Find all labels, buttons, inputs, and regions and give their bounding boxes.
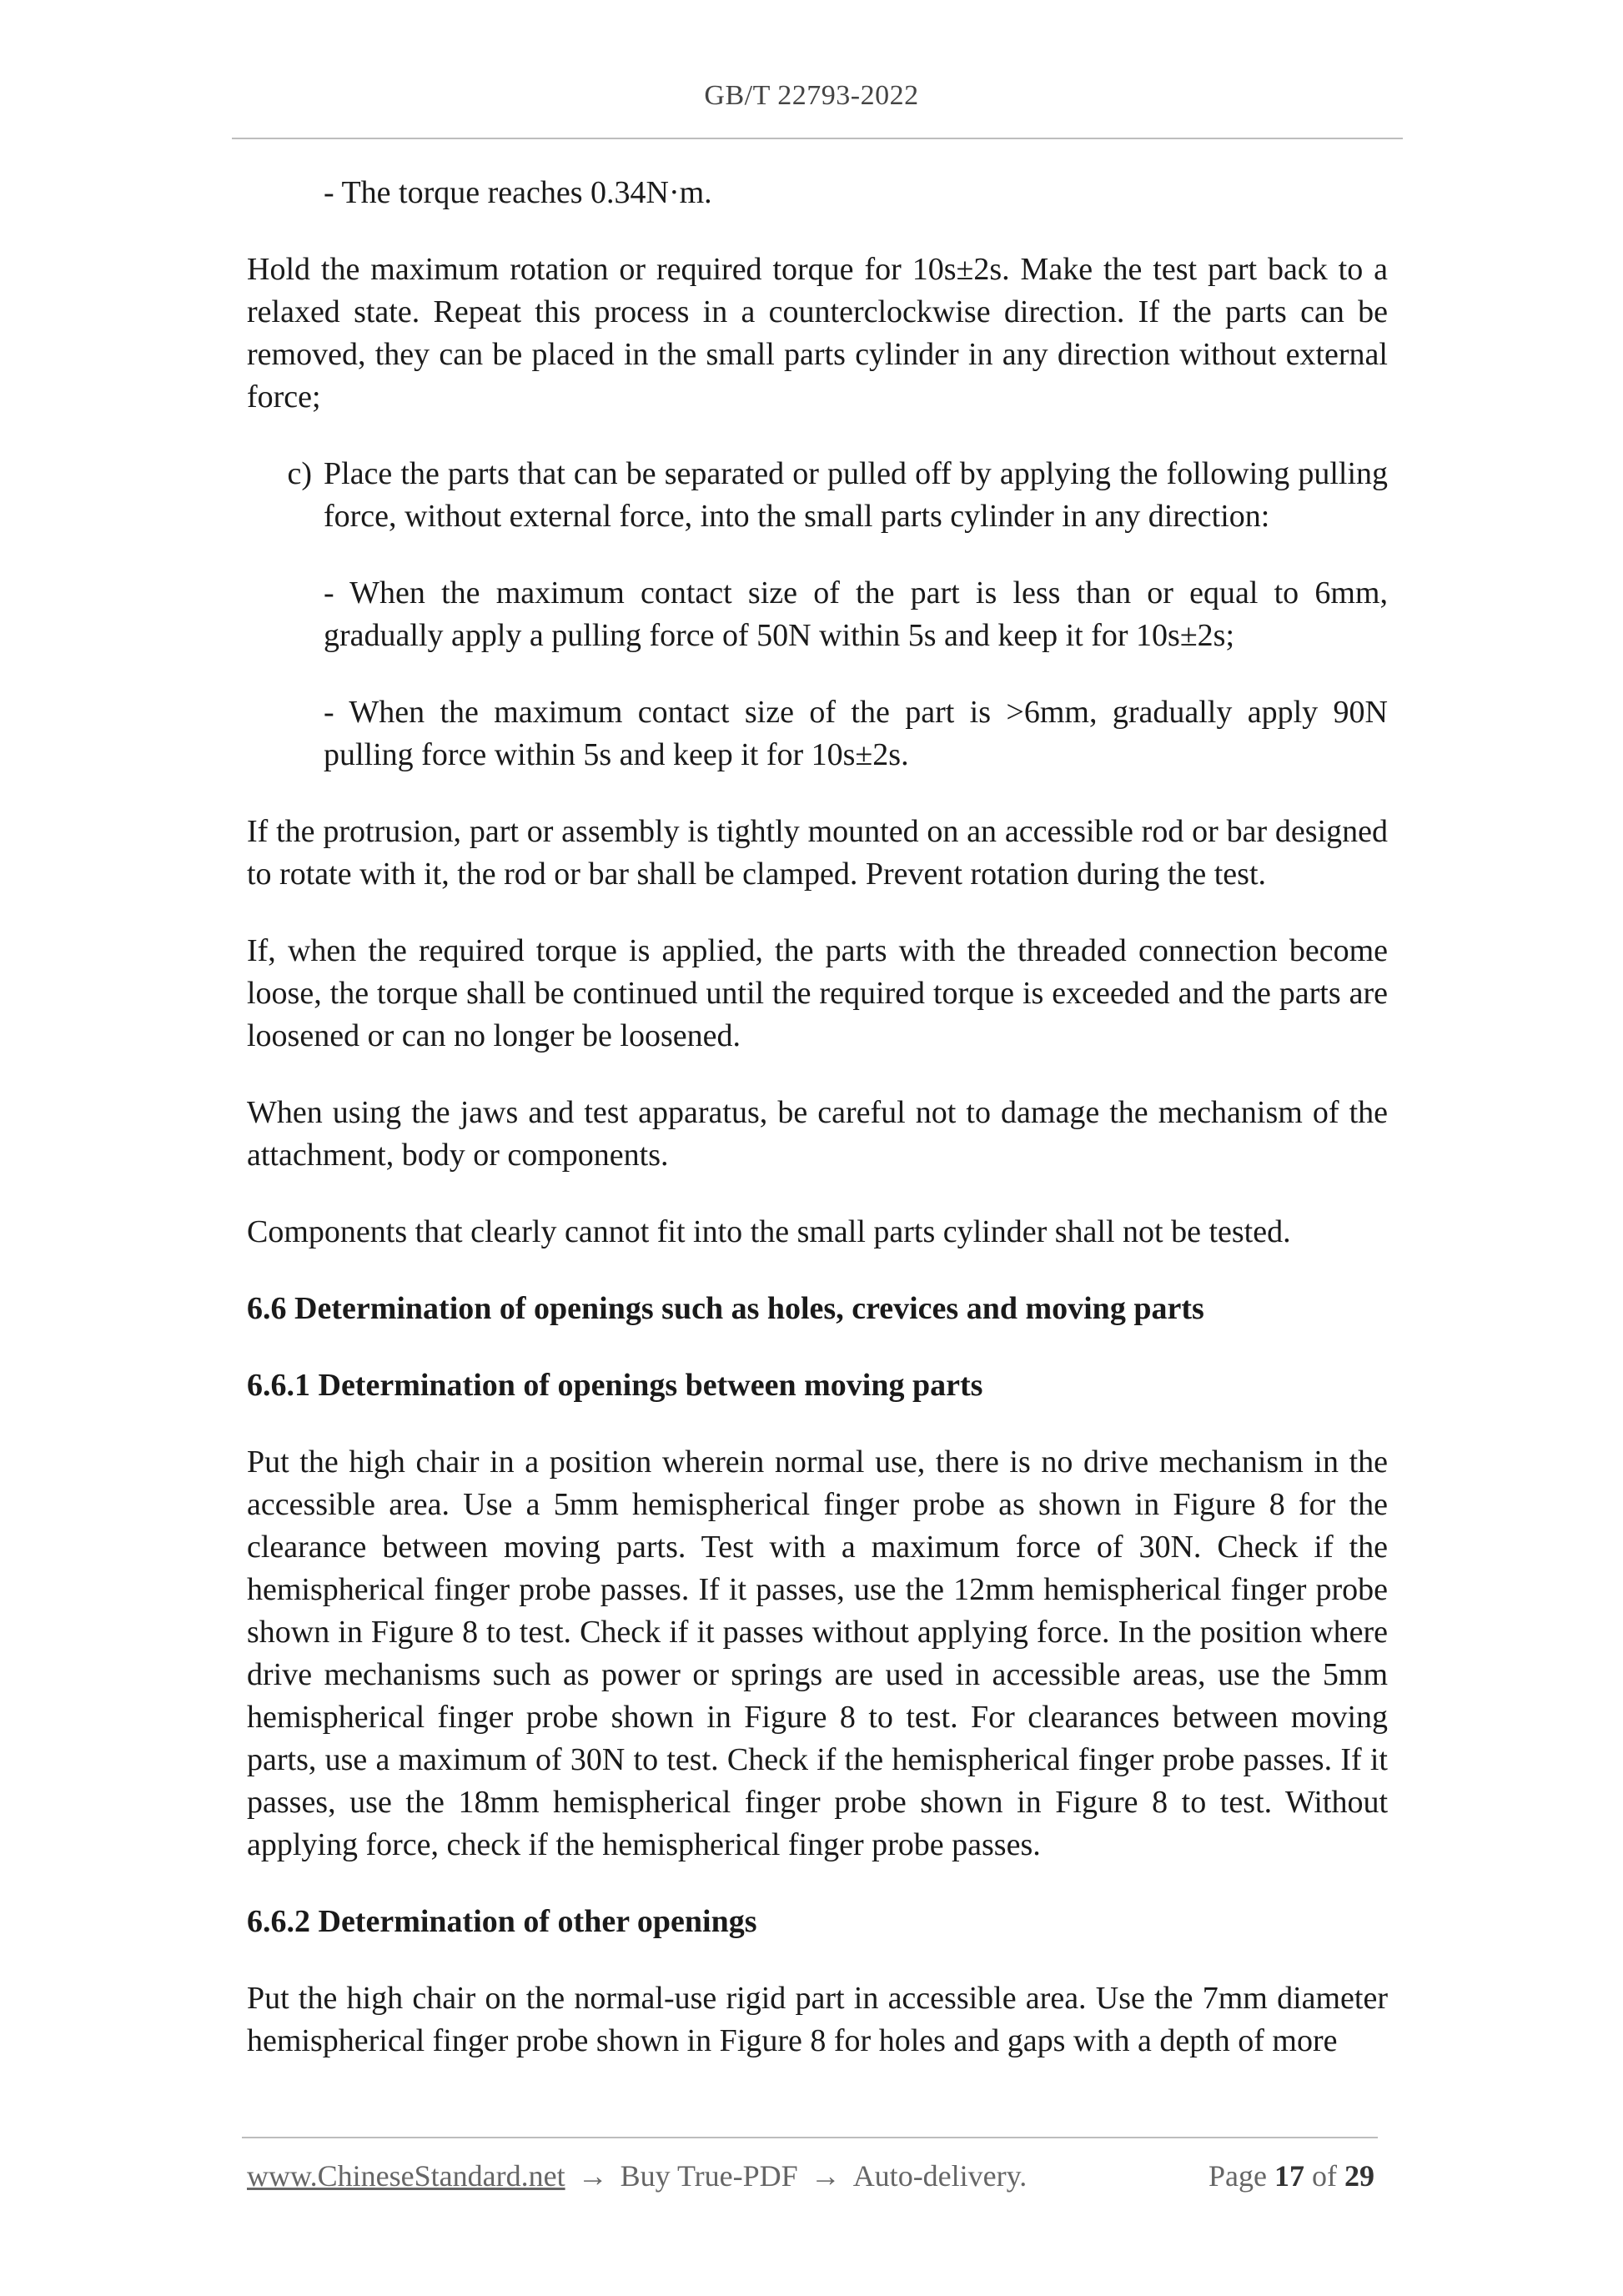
section-heading-6-6-2: 6.6.2 Determination of other openings: [247, 1904, 757, 1939]
paragraph-6-6-2: Put the high chair on the normal-use rigid part in accessible area. Use the 7mm diameter hemispherical finger probe shown in Figure 8 for holes and gaps with a depth of more: [247, 1981, 1388, 2058]
sub-item-large-part: - When the maximum contact size of the part is >6mm, gradually apply 90N pulling force within 5s and keep it for 10s±2s.: [324, 695, 1388, 772]
current-page: 17: [1274, 2159, 1304, 2193]
list-item-text: Place the parts that can be separated or pulled off by applying the following pulling force, without external force, into the small parts cylinder in any direction:: [324, 456, 1388, 534]
footer-divider: [242, 2137, 1378, 2138]
arrow-icon: →: [810, 2159, 841, 2193]
torque-dash-line: - The torque reaches 0.34N·m.: [324, 175, 712, 210]
footer-left: [247, 2158, 1374, 2193]
page-label: Page: [1208, 2159, 1267, 2193]
list-item-c: [247, 453, 1388, 538]
document-body: [247, 172, 1388, 2097]
paragraph-hold-rotation: Hold the maximum rotation or required torque for 10s±2s. Make the test part back to a relaxed state. Repeat this process in a counterclockwise direction. If the parts can be removed, they can be placed in the small parts cylinder in any direction without external force;: [247, 252, 1388, 414]
paragraph-protrusion: If the protrusion, part or assembly is tightly mounted on an accessible rod or bar designed to rotate with it, the rod or bar shall be clamped. Prevent rotation during the test.: [247, 814, 1388, 892]
total-pages: 29: [1344, 2159, 1374, 2193]
sub-item-small-part: - When the maximum contact size of the part is less than or equal to 6mm, gradually apply a pulling force of 50N within 5s and keep it for 10s±2s;: [324, 575, 1388, 653]
paragraph-threaded-connection: If, when the required torque is applied, the parts with the threaded connection become loose, the torque shall be continued until the required torque is exceeded and the parts are loosened or can no longer be loosened.: [247, 933, 1388, 1053]
list-item-label: c): [287, 456, 312, 491]
paragraph-jaws: When using the jaws and test apparatus, be careful not to damage the mechanism of the attachment, body or components.: [247, 1095, 1388, 1173]
document-header: GB/T 22793-2022: [704, 80, 919, 111]
paragraph-components: Components that clearly cannot fit into the small parts cylinder shall not be tested.: [247, 1214, 1291, 1249]
website-link[interactable]: www.ChineseStandard.net: [247, 2159, 565, 2193]
header-divider: [232, 138, 1403, 139]
page-footer: [247, 2158, 1374, 2193]
paragraph-6-6-1: Put the high chair in a position wherein normal use, there is no drive mechanism in the accessible area. Use a 5mm hemispherical finger probe as shown in Figure 8 for the clearance between moving parts. Test with a maximum force of 30N. Check if the hemispherical finger probe passes. If it passes, use the 12mm hemispherical finger probe shown in Figure 8 to test. Check if it passes without applying force. In the position where drive mechanisms such as power or springs are used in accessible areas, use the 5mm hemispherical finger probe shown in Figure 8 to test. For clearances between moving parts, use a maximum of 30N to test. Check if the hemispherical finger probe passes. If it passes, use the 18mm hemispherical finger probe shown in Figure 8 to test. Without applying force, check if the hemispherical finger probe passes.: [247, 1444, 1388, 1862]
of-label: of: [1312, 2159, 1337, 2193]
section-heading-6-6-1: 6.6.1 Determination of openings between moving parts: [247, 1368, 983, 1403]
buy-pdf-text: Buy True-PDF: [620, 2159, 798, 2193]
auto-delivery-text: Auto-delivery.: [852, 2159, 1028, 2193]
section-heading-6-6: 6.6 Determination of openings such as holes, crevices and moving parts: [247, 1291, 1204, 1326]
page-number: [1208, 2158, 1374, 2193]
arrow-icon: →: [577, 2159, 608, 2193]
